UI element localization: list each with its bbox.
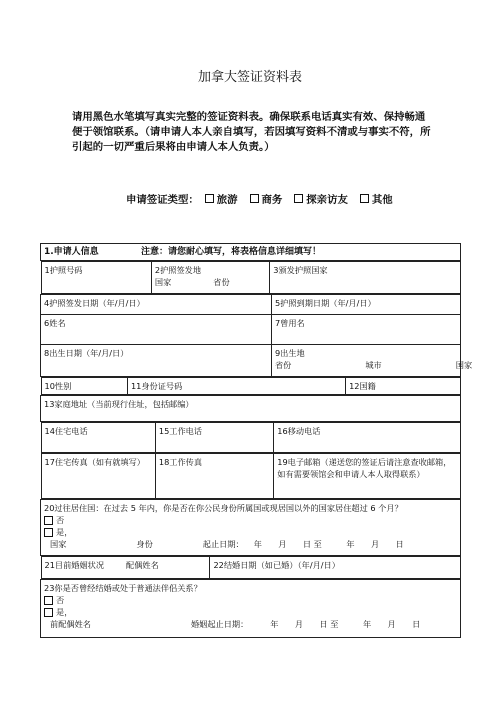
birth-date-field[interactable]: 8出生日期（年/月/日） [41,345,272,377]
checkbox-icon[interactable] [44,516,53,525]
table-row [41,345,461,377]
visa-option-tourism[interactable] [205,191,238,206]
gender-field[interactable]: 10性别 [41,378,127,395]
email-field[interactable]: 19电子邮箱（递送您的签证后请注意查收邮箱，如有需要领馆会和申请人本人取得联系） [274,454,460,499]
checkbox-icon[interactable] [360,194,369,203]
visa-option-other[interactable] [360,191,393,206]
option-label: 商务 [261,194,283,206]
name-field[interactable]: 6姓名 [41,315,272,345]
option-label: 其他 [371,194,393,206]
visa-type-selector [126,191,399,206]
checkbox-icon[interactable] [294,194,303,203]
checkbox-icon[interactable] [205,194,214,203]
table-row [41,261,461,295]
home-fax-field[interactable]: 17住宅传真（如有就填写） [41,454,155,499]
issue-place-field[interactable]: 2护照签发地 国家 省份 [151,262,269,294]
checkbox-icon[interactable] [44,528,53,537]
past-residence-no[interactable]: 否 [44,514,457,526]
expiry-date-field[interactable]: 5护照到期日期（年/月/日） [271,295,460,315]
option-label: 探亲访友 [306,194,348,206]
visa-type-label: 申请签证类型： [126,194,199,206]
section-heading: 1.申请人信息 [44,247,99,257]
home-phone-field[interactable]: 14住宅电话 [41,423,155,453]
table-row [41,377,461,396]
table-row [41,422,461,454]
nationality-field[interactable]: 12国籍 [346,378,460,395]
work-fax-field[interactable]: 18工作传真 [155,454,273,499]
work-phone-field[interactable]: 15工作电话 [155,423,273,453]
section-header [41,244,461,261]
prev-marriage-yes[interactable]: 是， [44,606,457,618]
former-name-field[interactable]: 7曾用名 [271,315,460,345]
prev-marriage-field: 23你是否曾经结婚或处于普通法伴侣关系？ 否 是， 前配偶姓名 婚姻起止日期： 年 月 日 至 年 月 日 [41,580,461,638]
intro-text [72,110,432,155]
marital-status-field[interactable]: 21目前婚姻状况 配偶姓名 [41,557,210,579]
visa-option-visit[interactable] [294,191,348,206]
prev-marriage-no[interactable]: 否 [44,594,457,606]
page-title: 加拿大签证资料表 [197,70,302,85]
past-residence-field: 20过往居住国：在过去 5 年内，你是否在你公民身份所属国或现居国以外的国家居住超过 6 个月？ 否 是， 国家 身份 起止日期： 年 月 日 至 年 月 日 [41,500,461,556]
table-row [41,580,461,638]
issuing-country-field[interactable]: 3颁发护照国家 [270,262,460,294]
intro-line: 请用黑色水笔填写真实完整的签证资料表。确保联系电话真实有效、保持畅通 [72,111,426,123]
section-note: 注意：请您耐心填写，将表格信息详细填写！ [140,247,321,257]
checkbox-icon[interactable] [250,194,259,203]
applicant-info-table [40,243,473,638]
table-row [41,500,461,556]
table-row [41,295,461,315]
issue-date-field[interactable]: 4护照签发日期（年/月/日） [41,295,272,315]
marriage-date-field[interactable]: 22结婚日期（如已婚）（年/月/日） [210,557,460,579]
table-row [41,315,461,345]
checkbox-icon[interactable] [44,608,53,617]
past-residence-yes[interactable]: 是， [44,526,457,538]
table-row [41,453,461,500]
home-address-field[interactable]: 13家庭地址（当前现行住址，包括邮编） [41,396,461,422]
checkbox-icon[interactable] [44,596,53,605]
id-no-field[interactable]: 11身份证号码 [127,378,345,395]
option-label: 旅游 [216,194,238,206]
intro-line: 便于领馆联系。（请申请人本人亲自填写，若因填写资料不清或与事实不符，所 [72,126,431,138]
passport-no-field[interactable]: 1护照号码 [41,262,151,294]
intro-line: 引起的一切严重后果将由申请人本人负责。） [72,141,275,153]
mobile-field[interactable]: 16移动电话 [274,423,460,453]
table-row [41,396,461,422]
visa-option-business[interactable] [250,191,283,206]
table-row [41,556,461,580]
birth-place-field[interactable]: 9出生地 省份 城市 国家 [271,345,460,377]
section-header-cell [41,244,461,261]
